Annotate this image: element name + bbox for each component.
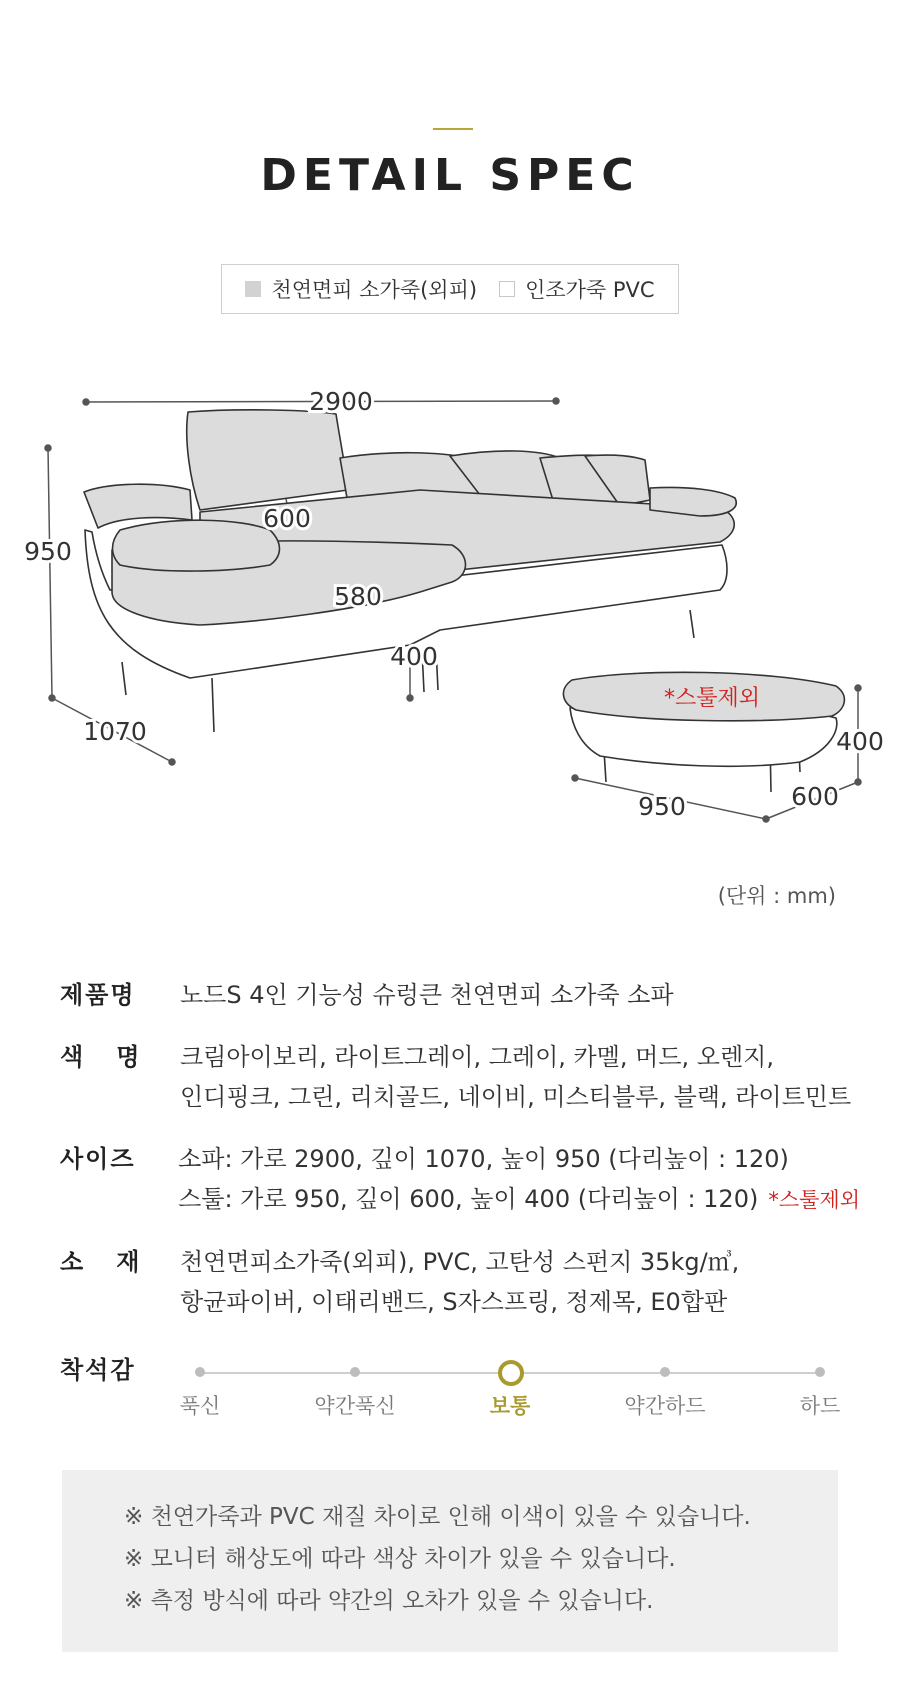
comfort-level-label: 보통 xyxy=(489,1394,531,1418)
empty-square-icon xyxy=(499,281,515,297)
stool-height-label: 400 xyxy=(836,727,884,756)
sofa-depth-label: 1070 xyxy=(83,717,147,746)
title-accent-line xyxy=(433,128,473,130)
legend-item-pvc xyxy=(499,274,655,304)
spec-value-line xyxy=(178,1179,860,1220)
spec-row-size xyxy=(60,1139,860,1220)
spec-value-line: 노드S 4인 기능성 슈렁큰 천연면피 소가죽 소파 xyxy=(180,981,674,1009)
comfort-level-label: 하드 xyxy=(799,1394,841,1418)
comfort-level-label: 약간하드 xyxy=(624,1394,706,1418)
spec-label: 소 재 xyxy=(60,1248,142,1276)
notice-line: ※ 모니터 해상도에 따라 색상 차이가 있을 수 있습니다. xyxy=(124,1546,676,1572)
comfort-point xyxy=(350,1367,360,1377)
legend-label-leather: 천연면피 소가죽(외피) xyxy=(271,278,478,302)
spec-row-colors xyxy=(60,1037,860,1117)
sofa-dimension-diagram xyxy=(0,360,900,840)
spec-row-product-name xyxy=(60,975,860,1015)
material-legend xyxy=(221,264,679,314)
notice-box xyxy=(62,1470,838,1652)
comfort-selected-marker xyxy=(498,1360,524,1386)
stool-depth-label: 600 xyxy=(791,782,839,811)
spec-value-line: 항균파이버, 이태리밴드, S자스프링, 정제목, E0합판 xyxy=(180,1288,728,1316)
notice-line: ※ 천연가죽과 PVC 재질 차이로 인해 이색이 있을 수 있습니다. xyxy=(124,1504,751,1530)
headrest-height-label: 600 xyxy=(263,504,311,533)
comfort-point xyxy=(660,1367,670,1377)
seat-height-label: 400 xyxy=(390,642,438,671)
filled-square-icon xyxy=(245,281,261,297)
spec-value-line: 인디핑크, 그린, 리치골드, 네이비, 미스티블루, 블랙, 라이트민트 xyxy=(180,1083,852,1111)
comfort-point xyxy=(815,1367,825,1377)
comfort-point xyxy=(195,1367,205,1377)
comfort-level-label: 푹신 xyxy=(179,1394,221,1418)
spec-label: 제품명 xyxy=(60,981,136,1009)
comfort-label: 착석감 xyxy=(60,1356,136,1384)
stool-width-label: 950 xyxy=(638,792,686,821)
sofa-height-label: 950 xyxy=(24,537,72,566)
comfort-scale xyxy=(60,1350,860,1418)
spec-value-line-text: 스툴: 가로 950, 깊이 600, 높이 400 (다리높이 : 120) xyxy=(178,1185,759,1213)
spec-row-material xyxy=(60,1242,860,1322)
stool-exclude-inline-note: *스툴제외 xyxy=(768,1188,860,1212)
spec-value-line: 소파: 가로 2900, 깊이 1070, 높이 950 (다리높이 : 120) xyxy=(178,1145,789,1173)
page-title: DETAIL SPEC xyxy=(260,150,640,201)
legend-item-leather xyxy=(245,274,477,304)
spec-table xyxy=(60,975,860,1344)
stool-exclude-note: *스툴제외 xyxy=(663,686,761,711)
spec-value xyxy=(180,1037,860,1117)
comfort-level-label: 약간푹신 xyxy=(314,1394,396,1418)
seat-depth-label: 580 xyxy=(334,582,382,611)
legend-label-pvc: 인조가죽 PVC xyxy=(525,278,655,302)
sofa-width-label: 2900 xyxy=(309,387,373,416)
notice-line: ※ 측정 방식에 따라 약간의 오차가 있을 수 있습니다. xyxy=(124,1588,654,1614)
spec-label: 사이즈 xyxy=(60,1145,136,1173)
spec-value xyxy=(180,975,860,1015)
spec-value-line: 크림아이보리, 라이트그레이, 그레이, 카멜, 머드, 오렌지, xyxy=(180,1043,774,1071)
spec-value xyxy=(178,1139,860,1220)
spec-value xyxy=(180,1242,860,1322)
spec-value-line: 천연면피소가죽(외피), PVC, 고탄성 스펀지 35kg/㎥, xyxy=(180,1248,740,1276)
spec-label: 색 명 xyxy=(60,1043,142,1071)
unit-note: (단위 : mm) xyxy=(717,884,836,908)
